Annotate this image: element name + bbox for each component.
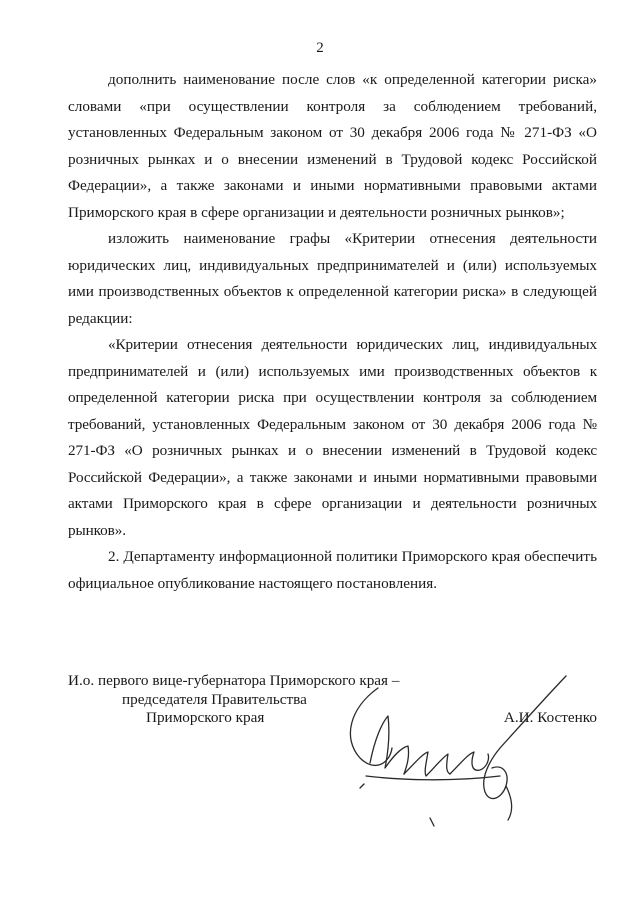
signatory-title-line-1: И.о. первого вице-губернатора Приморского края –	[68, 672, 400, 689]
paragraph-publication: 2. Департаменту информационной политики Приморского края обеспечить официальное опубликование настоящего постановления.	[68, 548, 597, 592]
signatory-name: А.И. Костенко	[503, 709, 597, 726]
page-number: 2	[316, 40, 324, 56]
document-body	[68, 67, 597, 597]
handwritten-signature	[330, 668, 580, 833]
paragraph-column-title: изложить наименование графы «Критерии отнесения деятельности юридических лиц, индивидуальных предпринимателей и (или) используемых ими производственных объектов к определенной категории риска» в следующей редакции:	[68, 230, 597, 327]
paragraph-amend-name: дополнить наименование после слов «к определенной категории риска» словами «при осуществлении контроля за соблюдением требований, установленных Федеральным законом от 30 декабря 2006 года № 271-ФЗ «О розничных рынках и о внесении изменений в Трудовой кодекс Российской Федерации», а также законами и иными нормативными правовыми актами Приморского края в сфере организации и деятельности розничных рынков»;	[68, 71, 597, 221]
signatory-title-line-2: председателя Правительства	[122, 691, 307, 708]
paragraph-new-wording: «Критерии отнесения деятельности юридических лиц, индивидуальных предпринимателей и (или) используемых ими производственных объектов к определенной категории риска при осуществлении контроля за соблюдением требований, установленных Федеральным законом от 30 декабря 2006 года № 271-ФЗ «О розничных рынках и о внесении изменений в Трудовой кодекс Российской Федерации», а также законами и иными нормативными правовыми актами Приморского края в сфере организации и деятельности розничных рынков».	[68, 336, 597, 539]
signatory-title-line-3: Приморского края	[146, 709, 265, 726]
